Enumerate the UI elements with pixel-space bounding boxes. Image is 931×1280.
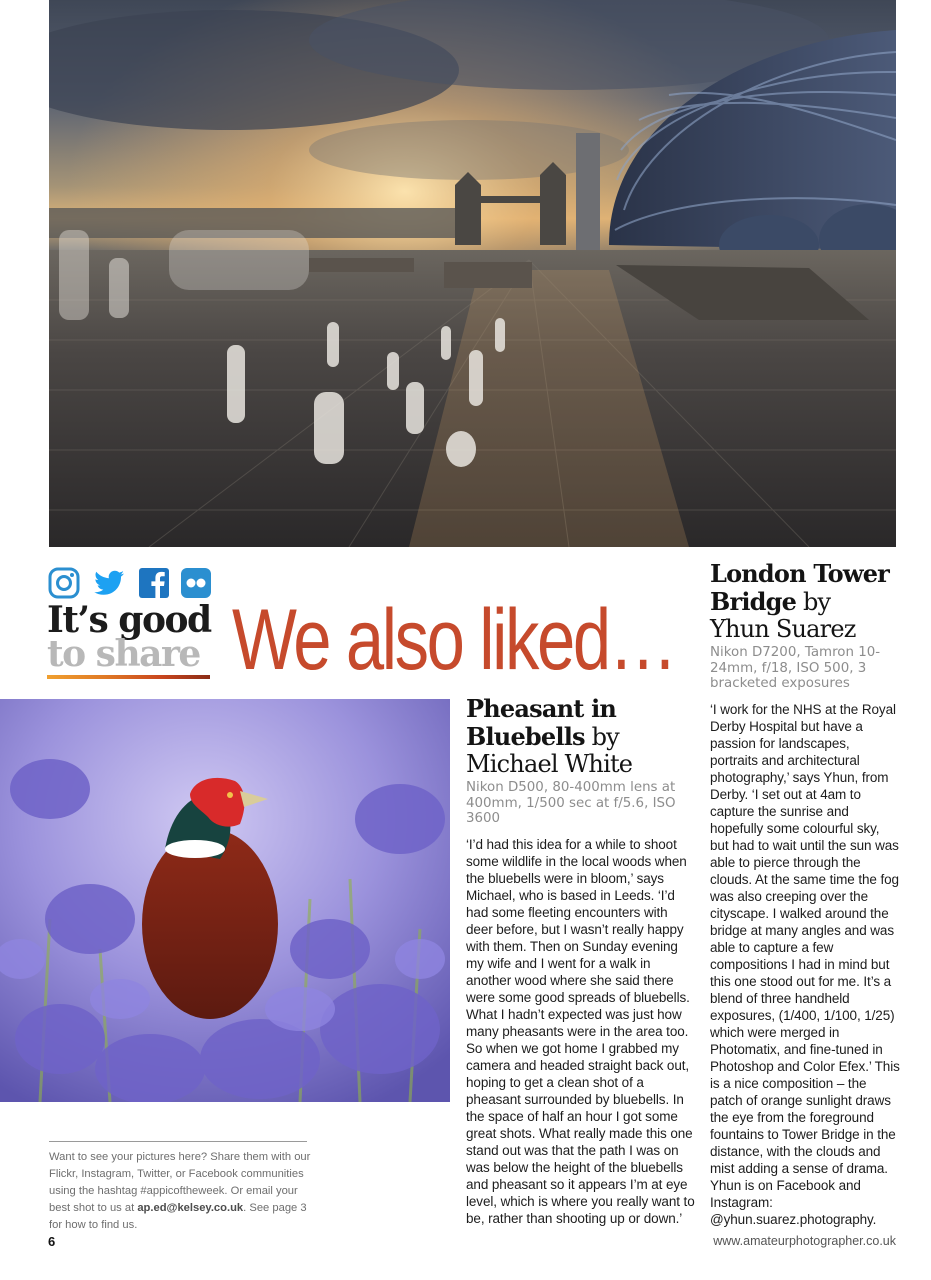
- article-title: [466, 695, 696, 751]
- twitter-icon: [90, 567, 128, 599]
- flickr-icon: [180, 567, 212, 599]
- article-london-tower-bridge: [710, 560, 900, 1228]
- site-url[interactable]: www.amateurphotographer.co.uk: [713, 1234, 896, 1248]
- article-title-bold: London Tower Bridge: [710, 559, 890, 616]
- article-title: [710, 560, 900, 616]
- photo-pheasant-in-bluebells: [0, 699, 450, 1102]
- article-title-bold: Pheasant in Bluebells: [466, 694, 617, 751]
- article-body: ‘I’d had this idea for a while to shoot some wildlife in the local woods when the bluebells were in bloom,’ says Michael, who is based in Leeds. ‘I’d had some fleeting encounters with deer before, but I wasn’t really happy with them. Then on Sunday evening my wife and I went for a walk in another wood where she said there were some good spreads of bluebells. What I hadn’t expected was just how many pheasants were in the area too. So when we got home I grabbed my camera and headed straight back out, hoping to get a clean shot of a pheasant surrounded by bluebells. In the space of half an hour I got some great shots. What really made this one stand out was that the path I was on was below the height of the bluebells and pheasant so it appears I’m at eye level, which is where you really want to be, rather than shooting up or down.’: [466, 836, 695, 1226]
- instagram-icon: [48, 567, 80, 599]
- page-number: 6: [48, 1234, 56, 1249]
- social-icons: [48, 567, 212, 599]
- caption-suffix: . See page 3 for how to find us.: [49, 1202, 307, 1231]
- photo-london-tower-bridge: [49, 0, 896, 547]
- brand-line-1: It’s good: [47, 599, 211, 641]
- submission-caption: [49, 1149, 311, 1234]
- article-title-by: by: [802, 588, 831, 616]
- hero-illustration: [49, 0, 896, 547]
- article-pheasant: [466, 695, 696, 1227]
- article-title-by: by: [591, 723, 619, 751]
- article-author: Michael White: [466, 750, 633, 778]
- article-body: ‘I work for the NHS at the Royal Derby Hospital but have a passion for landscapes, portraits and architectural photography,’ says Yhun, from Derby. ‘I set out at 4am to capture the sunrise and hopefully some colourful sky, but had to wait until the sun was able to pierce through the clouds. At the same time the fog was also creeping over the cityscape. I walked around the bridge at many angles and was able to capture a few compositions I had in mind but this one stood out for me. It’s a blend of three handheld exposures, (1/400, 1/100, 1/25) which were merged in Photomatix, and fine-tuned in Photoshop and Color Efex.’ This is a nice composition – the patch of orange sunlight draws the eye from the foreground fountains to Tower Bridge in the distance, with the clouds and mist adding a sense of drama. Yhun is on Facebook and Instagram: @yhun.suarez.photography.: [710, 701, 900, 1227]
- page-headline: We also liked…: [232, 592, 676, 688]
- caption-text: Want to see your pictures here? Share them with our Flickr, Instagram, Twitter, or Facebook communities using the hashtag #appicoftheweek. Or email your best shot to us at: [49, 1151, 311, 1214]
- brand-line-2: to share: [47, 633, 200, 675]
- pheasant-illustration: [0, 699, 450, 1102]
- article-author: Yhun Suarez: [710, 615, 856, 643]
- article-kit: Nikon D500, 80-400mm lens at 400mm, 1/500 sec at f/5.6, ISO 3600: [466, 780, 676, 826]
- caption-rule: [49, 1141, 307, 1142]
- brand-underline: [47, 675, 210, 679]
- facebook-icon: [138, 567, 170, 599]
- article-kit: Nikon D7200, Tamron 10-24mm, f/18, ISO 500, 3 bracketed exposures: [710, 645, 881, 691]
- caption-email[interactable]: ap.ed@kelsey.co.uk: [137, 1202, 244, 1214]
